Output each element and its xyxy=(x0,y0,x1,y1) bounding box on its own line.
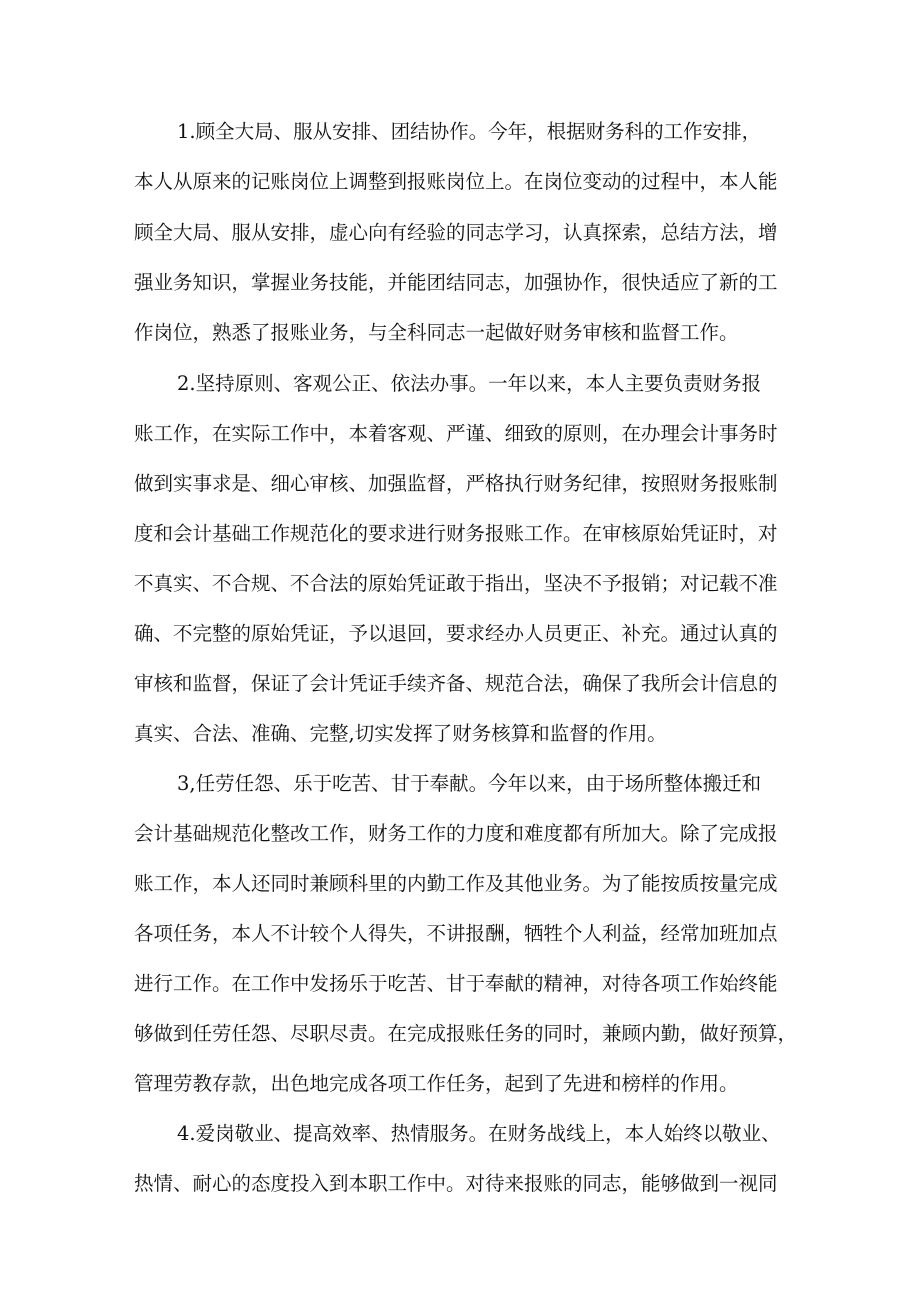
paragraph-3-line-4: 各项任务，本人不计较个人得失，不讲报酬，牺牲个人利益，经常加班加点 xyxy=(134,922,778,945)
paragraph-2-line-3: 做到实事求是、细心审核、加强监督，严格执行财务纪律，按照财务报账制 xyxy=(134,472,778,495)
paragraph-2-line-2: 账工作，在实际工作中，本着客观、严谨、细致的原则，在办理会计事务时 xyxy=(134,422,778,445)
paragraph-3-line-6: 够做到任劳任怨、尽职尽责。在完成报账任务的同时，兼顾内勤，做好预算， xyxy=(134,1022,798,1045)
paragraph-3-line-3: 账工作，本人还同时兼顾科里的内勤工作及其他业务。为了能按质按量完成 xyxy=(134,872,778,895)
paragraph-1-line-4: 强业务知识，掌握业务技能，并能团结同志，加强协作，很快适应了新的工 xyxy=(134,271,778,294)
paragraph-2-line-1: 2.坚持原则、客观公正、依法办事。一年以来，本人主要负责财务报 xyxy=(177,372,762,395)
paragraph-2-line-5: 不真实、不合规、不合法的原始凭证敢于指出，坚决不予报销；对记载不准 xyxy=(134,572,778,595)
paragraph-2-line-4: 度和会计基础工作规范化的要求进行财务报账工作。在审核原始凭证时，对 xyxy=(134,522,778,545)
paragraph-2-line-6: 确、不完整的原始凭证，予以退回，要求经办人员更正、补充。通过认真的 xyxy=(134,622,778,645)
paragraph-1-line-2: 本人从原来的记账岗位上调整到报账岗位上。在岗位变动的过程中，本人能 xyxy=(134,170,778,193)
paragraph-1-line-1: 1.顾全大局、服从安排、团结协作。今年，根据财务科的工作安排， xyxy=(177,120,762,143)
paragraph-2-line-8: 真实、合法、准确、完整,切实发挥了财务核算和监督的作用。 xyxy=(134,722,667,745)
paragraph-2-line-7: 审核和监督，保证了会计凭证手续齐备、规范合法，确保了我所会计信息的 xyxy=(134,672,778,695)
paragraph-4-line-1: 4.爱岗敬业、提高效率、热情服务。在财务战线上，本人始终以敬业、 xyxy=(177,1122,781,1145)
paragraph-3-line-5: 进行工作。在工作中发扬乐于吃苦、甘于奉献的精神，对待各项工作始终能 xyxy=(134,972,778,995)
paragraph-3-line-2: 会计基础规范化整改工作，财务工作的力度和难度都有所加大。除了完成报 xyxy=(134,822,778,845)
paragraph-1-line-5: 作岗位，熟悉了报账业务，与全科同志一起做好财务审核和监督工作。 xyxy=(134,321,739,344)
paragraph-3-line-7: 管理劳教存款，出色地完成各项工作任务，起到了先进和榜样的作用。 xyxy=(134,1072,739,1095)
paragraph-4-line-2: 热情、耐心的态度投入到本职工作中。对待来报账的同志，能够做到一视同 xyxy=(134,1172,778,1195)
paragraph-1-line-3: 顾全大局、服从安排，虚心向有经验的同志学习，认真探索，总结方法，增 xyxy=(134,221,778,244)
paragraph-3-line-1: 3,任劳任怨、乐于吃苦、甘于奉献。今年以来，由于场所整体搬迁和 xyxy=(177,772,762,795)
